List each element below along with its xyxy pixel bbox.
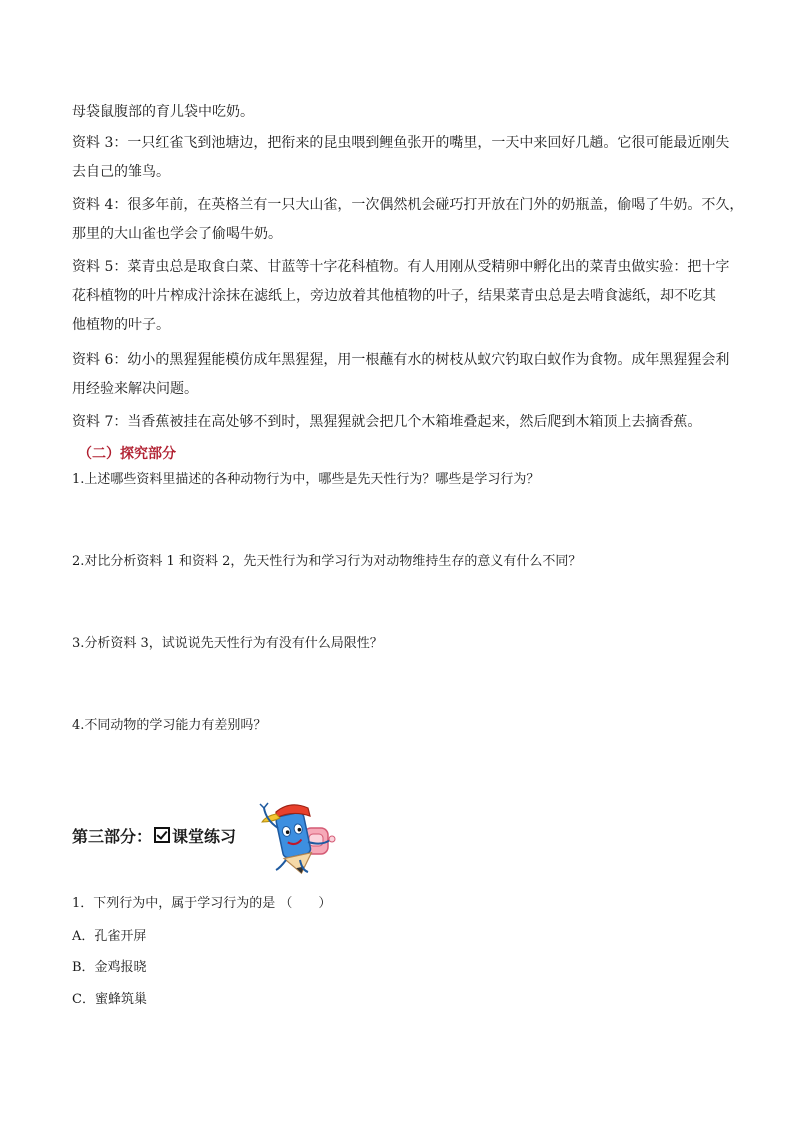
material-4 (72, 191, 744, 249)
material-5 (72, 253, 730, 340)
exercise-question: 1．下列行为中，属于学习行为的是 （ ） (72, 896, 332, 911)
text-line: 资料 6：幼小的黑猩猩能模仿成年黑猩猩，用一根蘸有水的树枝从蚁穴钓取白蚁作为食物。成年黑猩猩会利 (72, 352, 730, 368)
text-line: 用经验来解决问题。 (72, 381, 198, 397)
material-7 (72, 408, 722, 437)
text-line: 那里的大山雀也学会了偷喝牛奶。 (72, 226, 282, 242)
exercise-option-c: C．蜜蜂筑巢 (72, 992, 147, 1007)
section-heading: （二）探究部分 (78, 446, 176, 462)
part-title-label: 课堂练习 (172, 827, 237, 846)
text-line: 花科植物的叶片榨成汁涂抹在滤纸上，旁边放着其他植物的叶子，结果菜青虫总是去啃食滤纸，却不吃其 (72, 288, 716, 304)
question-3: 3.分析资料 3，试说说先天性行为有没有什么局限性？ (72, 636, 383, 651)
part-title (72, 826, 236, 848)
material-6 (72, 346, 730, 404)
material-3 (72, 129, 730, 187)
text-line: 母袋鼠腹部的育儿袋中吃奶。 (72, 104, 254, 120)
material-paragraph-continued (72, 98, 722, 127)
pencil-mascot-icon (256, 798, 342, 878)
text-line: 资料 4：很多年前，在英格兰有一只大山雀，一次偶然机会碰巧打开放在门外的奶瓶盖，偷喝了牛奶。不久， (72, 197, 744, 213)
exercise-option-b: B．金鸡报晓 (72, 960, 147, 975)
text-line: 去自己的雏鸟。 (72, 164, 170, 180)
question-2: 2.对比分析资料 1 和资料 2，先天性行为和学习行为对动物维持生存的意义有什么不同？ (72, 554, 582, 569)
exercise-option-a: A．孔雀开屏 (72, 929, 147, 944)
checkbox-checked-icon (154, 827, 170, 843)
text-line: 资料 7：当香蕉被挂在高处够不到时，黑猩猩就会把几个木箱堆叠起来，然后爬到木箱顶上去摘香蕉。 (72, 414, 702, 430)
text-line: 他植物的叶子。 (72, 317, 170, 333)
question-1: 1.上述哪些资料里描述的各种动物行为中，哪些是先天性行为？哪些是学习行为？ (72, 472, 540, 487)
text-line: 资料 5：菜青虫总是取食白菜、甘蓝等十字花科植物。有人用刚从受精卵中孵化出的菜青虫做实验：把十字 (72, 259, 730, 275)
part-title-prefix: 第三部分： (72, 827, 153, 846)
question-4: 4.不同动物的学习能力有差别吗？ (72, 718, 267, 733)
text-line: 资料 3：一只红雀飞到池塘边，把衔来的昆虫喂到鲤鱼张开的嘴里，一天中来回好几趟。它很可能最近刚失 (72, 135, 730, 151)
